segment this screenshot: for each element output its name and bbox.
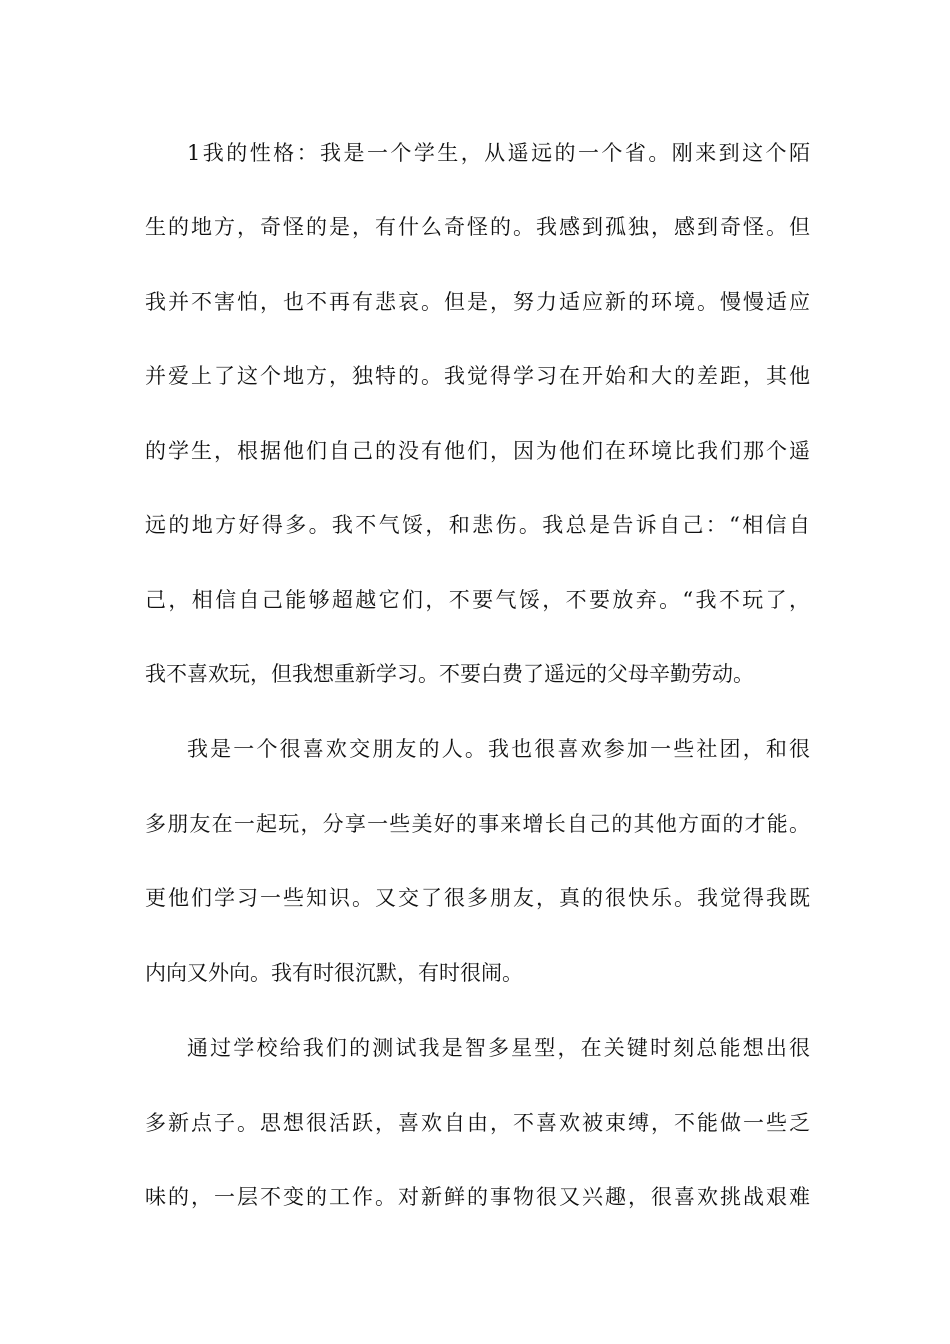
text-line-12: 内向又外向。我有时很沉默，有时很闹。	[145, 961, 523, 985]
text-line-7: 己，相信自己能够超越它们，不要气馁，不要放弃。“我不玩了，	[145, 588, 810, 612]
text-line-9: 我是一个很喜欢交朋友的人。我也很喜欢参加一些社团，和很	[187, 737, 810, 761]
text-line-11: 更他们学习一些知识。又交了很多朋友，真的很快乐。我觉得我既	[145, 886, 810, 910]
text-line-14: 多新点子。思想很活跃，喜欢自由，不喜欢被束缚，不能做一些乏	[145, 1111, 810, 1135]
text-line-6: 远的地方好得多。我不气馁，和悲伤。我总是告诉自己：“相信自	[145, 513, 810, 537]
text-line-1: 1我的性格：我是一个学生，从遥远的一个省。刚来到这个陌	[187, 141, 810, 165]
text-line-15: 味的，一层不变的工作。对新鲜的事物很又兴趣，很喜欢挑战艰难	[145, 1185, 810, 1209]
text-line-8: 我不喜欢玩，但我想重新学习。不要白费了遥远的父母辛勤劳动。	[145, 662, 754, 686]
text-line-4: 并爱上了这个地方，独特的。我觉得学习在开始和大的差距，其他	[145, 364, 810, 388]
text-line-10: 多朋友在一起玩，分享一些美好的事来增长自己的其他方面的才能。	[145, 812, 810, 836]
text-line-2: 生的地方，奇怪的是，有什么奇怪的。我感到孤独，感到奇怪。但	[145, 215, 810, 239]
text-line-5: 的学生，根据他们自己的没有他们，因为他们在环境比我们那个遥	[145, 439, 810, 463]
text-line-13: 通过学校给我们的测试我是智多星型，在关键时刻总能想出很	[187, 1036, 810, 1060]
text-line-3: 我并不害怕，也不再有悲哀。但是，努力适应新的环境。慢慢适应	[145, 290, 810, 314]
